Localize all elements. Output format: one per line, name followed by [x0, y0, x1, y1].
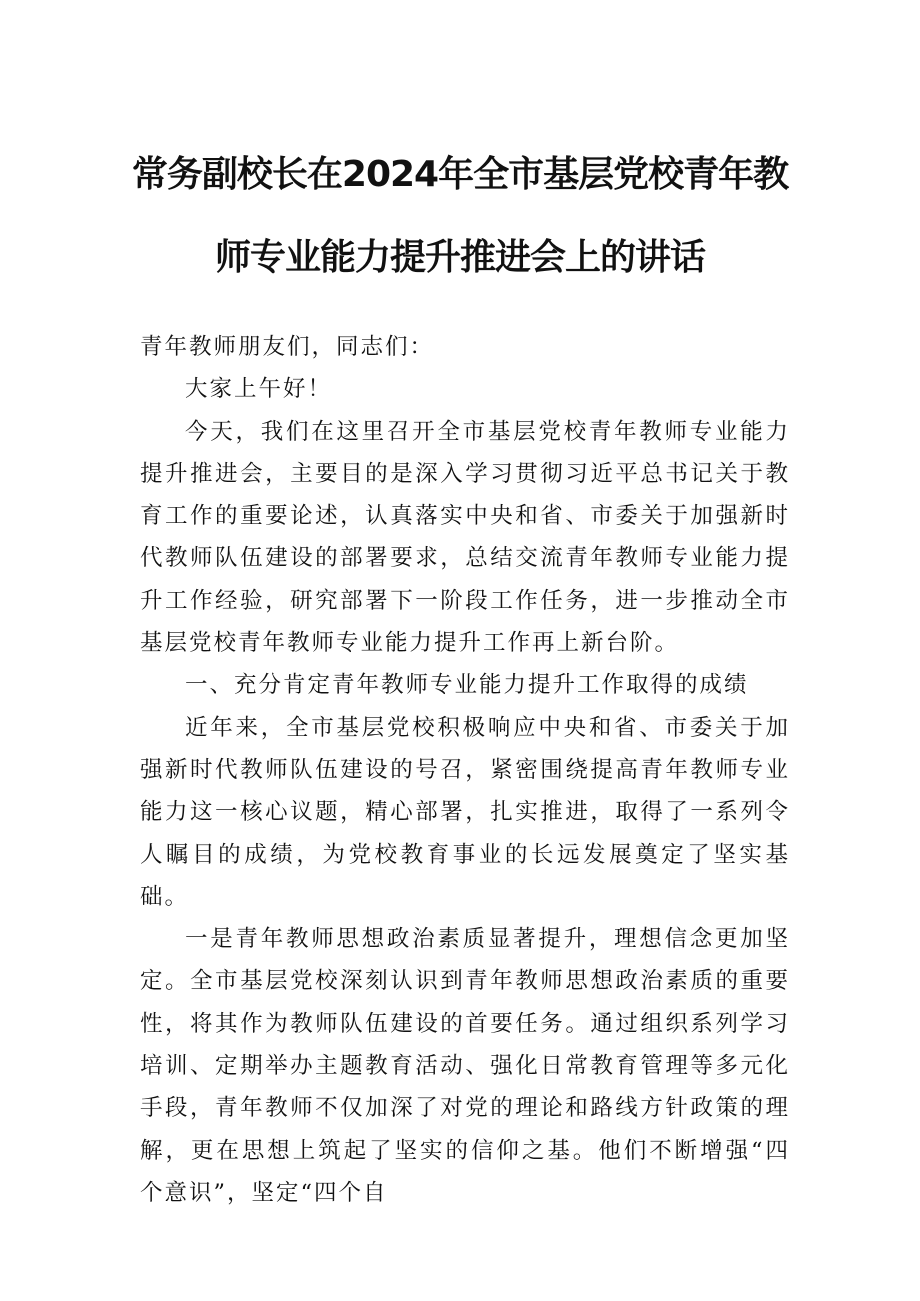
- paragraph-point-one: 一是青年教师思想政治素质显著提升，理想信念更加坚定。全市基层党校深刻认识到青年教师思想政治素质的重要性，将其作为教师队伍建设的首要任务。通过组织系列学习培训、定期举办主题教育活动、强化日常教育管理等多元化手段，青年教师不仅加深了对党的理论和路线方针政策的理解，更在思想上筑起了坚实的信仰之基。他们不断增强“四个意识”，坚定“四个自: [140, 926, 790, 1206]
- document-body: [140, 326, 790, 1214]
- paragraph-opening: 今天，我们在这里召开全市基层党校青年教师专业能力提升推进会，主要目的是深入学习贯彻习近平总书记关于教育工作的重要论述，认真落实中央和省、市委关于加强新时代教师队伍建设的部署要求，总结交流青年教师专业能力提升工作经验，研究部署下一阶段工作任务，进一步推动全市基层党校青年教师专业能力提升工作再上新台阶。: [140, 418, 790, 657]
- section-heading-1: 一、充分肯定青年教师专业能力提升工作取得的成绩: [185, 672, 749, 699]
- greeting: 大家上午好！: [185, 376, 333, 403]
- salutation: 青年教师朋友们，同志们：: [140, 334, 435, 360]
- paragraph-achievements: 近年来，全市基层党校积极响应中央和省、市委关于加强新时代教师队伍建设的号召，紧密围绕提高青年教师专业能力这一核心议题，精心部署，扎实推进，取得了一系列令人瞩目的成绩，为党校教育事业的长远发展奠定了坚实基础。: [140, 714, 790, 910]
- document-title-line-2: 师专业能力提升推进会上的讲话: [214, 237, 705, 278]
- document-title-line-1: 常务副校长在2024年全市基层党校青年教: [131, 154, 789, 195]
